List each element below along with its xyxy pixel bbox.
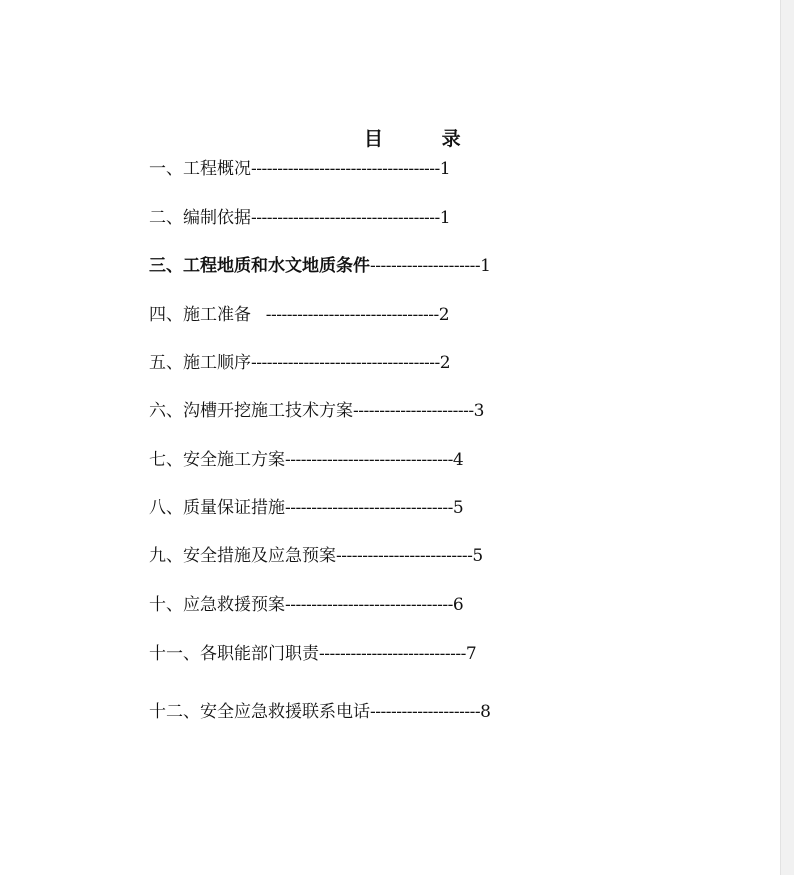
toc-entry-label: 二、编制依据	[149, 208, 251, 228]
toc-page-number: 3	[473, 401, 485, 421]
toc-leader: ------------------------------------	[251, 208, 440, 228]
toc-entry[interactable]	[149, 304, 450, 326]
toc-entry-label: 八、质量保证措施	[149, 498, 285, 518]
toc-page-number: 5	[472, 546, 484, 566]
toc-entry-label: 九、安全措施及应急预案	[149, 546, 336, 566]
toc-entry[interactable]	[149, 449, 464, 471]
toc-entry[interactable]	[149, 352, 451, 374]
toc-title: 目 录	[364, 128, 487, 150]
toc-page-number: 2	[438, 305, 450, 325]
toc-entry[interactable]	[149, 701, 491, 723]
toc-page-number: 1	[439, 159, 451, 179]
toc-leader: ---------------------------------	[251, 305, 439, 325]
toc-page-number: 8	[480, 702, 491, 722]
toc-leader: -----------------------	[353, 401, 474, 421]
toc-leader: --------------------------------	[285, 450, 453, 470]
toc-entry[interactable]	[149, 400, 484, 422]
toc-entry-label: 一、工程概况	[149, 159, 251, 179]
toc-leader: ------------------------------------	[251, 159, 440, 179]
toc-entry-label: 七、安全施工方案	[149, 450, 285, 470]
toc-entry[interactable]	[149, 207, 451, 229]
toc-leader: --------------------------	[336, 546, 473, 566]
toc-entry-label: 六、沟槽开挖施工技术方案	[149, 401, 353, 421]
toc-entry-label: 三、工程地质和水文地质条件	[149, 256, 370, 276]
toc-entry-label: 五、施工顺序	[149, 353, 251, 373]
toc-entry[interactable]	[149, 643, 477, 665]
toc-entry-label: 四、施工准备	[149, 305, 251, 325]
toc-leader: ---------------------	[370, 702, 481, 722]
toc-page-number: 7	[465, 644, 477, 664]
toc-leader: ------------------------------------	[251, 353, 440, 373]
toc-entry-label: 十二、安全应急救援联系电话	[149, 702, 370, 722]
toc-page-number: 6	[452, 595, 464, 615]
toc-entry[interactable]	[149, 158, 451, 180]
toc-page-number: 1	[480, 256, 491, 276]
toc-leader: --------------------------------	[285, 498, 453, 518]
toc-leader: ----------------------------	[319, 644, 466, 664]
toc-entry[interactable]	[149, 594, 464, 616]
scrollbar-gutter[interactable]	[780, 0, 794, 875]
toc-leader: --------------------------------	[285, 595, 453, 615]
toc-page-number: 2	[439, 353, 451, 373]
toc-leader: ---------------------	[370, 256, 481, 276]
toc-page-number: 5	[452, 498, 464, 518]
toc-entry[interactable]	[149, 545, 483, 567]
toc-entry[interactable]	[149, 255, 491, 277]
toc-entry-label: 十、应急救援预案	[149, 595, 285, 615]
toc-page-number: 1	[439, 208, 451, 228]
toc-entry[interactable]	[149, 497, 464, 519]
toc-page-number: 4	[452, 450, 464, 470]
toc-entry-label: 十一、各职能部门职责	[149, 644, 319, 664]
